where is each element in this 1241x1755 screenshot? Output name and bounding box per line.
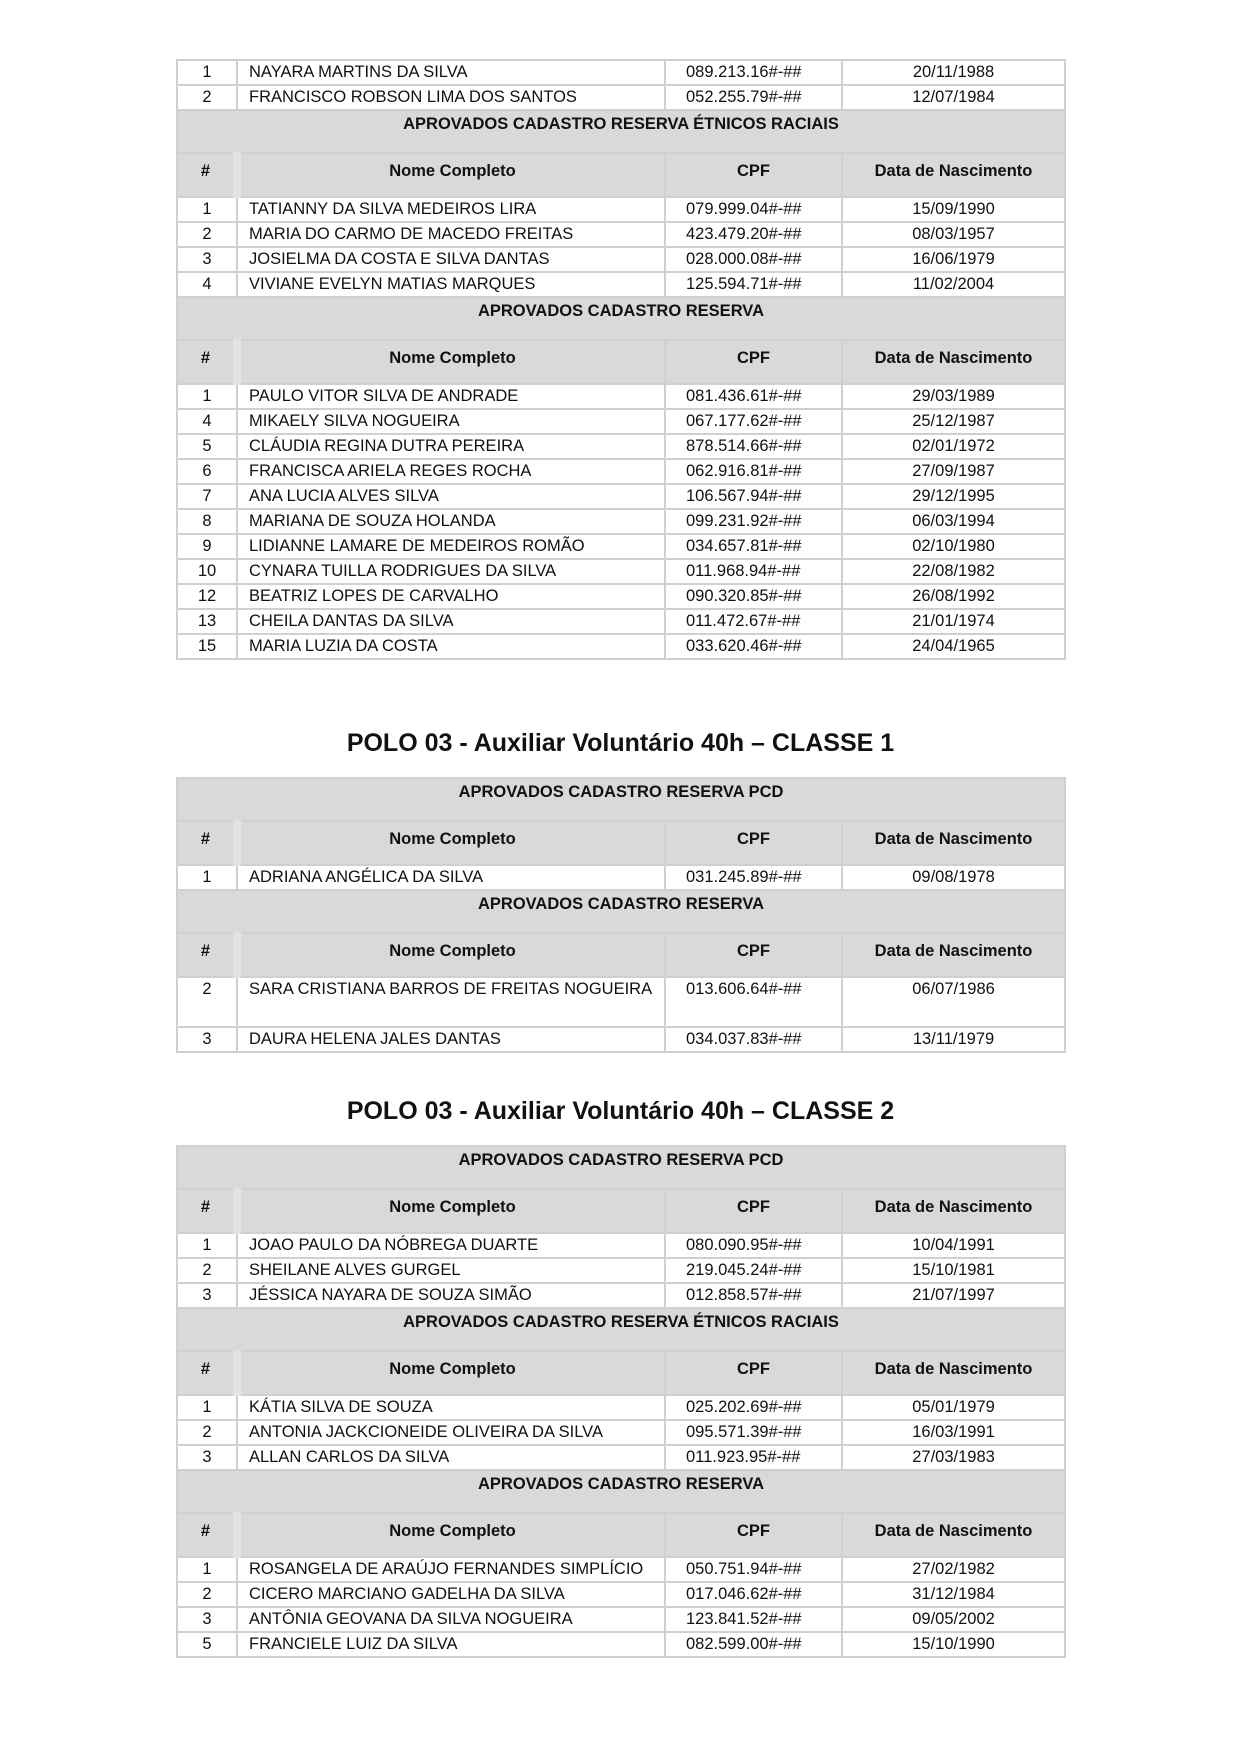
column-header-date: Data de Nascimento [842, 153, 1065, 197]
cpf-value: 099.231.92#-## [665, 509, 842, 534]
birth-date: 06/03/1994 [842, 509, 1065, 534]
column-header-cpf: CPF [665, 340, 842, 384]
full-name: VIVIANE EVELYN MATIAS MARQUES [237, 272, 665, 297]
full-name: ANA LUCIA ALVES SILVA [237, 484, 665, 509]
row-number: 9 [177, 534, 237, 559]
section-heading-classe-1: POLO 03 - Auxiliar Voluntário 40h – CLASSE 1 [346, 729, 895, 757]
full-name: CICERO MARCIANO GADELHA DA SILVA [237, 1582, 665, 1607]
full-name: TATIANNY DA SILVA MEDEIROS LIRA [237, 197, 665, 222]
cpf-value: 062.916.81#-## [665, 459, 842, 484]
column-header-cpf: CPF [665, 933, 842, 977]
cpf-value: 123.841.52#-## [665, 1607, 842, 1632]
column-header-date: Data de Nascimento [842, 933, 1065, 977]
cpf-value: 031.245.89#-## [665, 865, 842, 890]
full-name: ANTÔNIA GEOVANA DA SILVA NOGUEIRA [237, 1607, 665, 1632]
table-row [177, 609, 1065, 634]
table-row [177, 1607, 1065, 1632]
table-row [177, 1582, 1065, 1607]
category-band [177, 297, 1065, 340]
table-row [177, 977, 1065, 1027]
full-name: JÉSSICA NAYARA DE SOUZA SIMÃO [237, 1283, 665, 1308]
row-number: 2 [177, 85, 237, 110]
row-number: 1 [177, 865, 237, 890]
column-header-number: # [177, 1189, 237, 1233]
row-number: 1 [177, 384, 237, 409]
full-name: SHEILANE ALVES GURGEL [237, 1258, 665, 1283]
full-name: MIKAELY SILVA NOGUEIRA [237, 409, 665, 434]
birth-date: 02/01/1972 [842, 434, 1065, 459]
table-row [177, 434, 1065, 459]
row-number: 1 [177, 1233, 237, 1258]
category-title: APROVADOS CADASTRO RESERVA ÉTNICOS RACIAIS [177, 110, 1065, 153]
table-row [177, 1632, 1065, 1657]
full-name: BEATRIZ LOPES DE CARVALHO [237, 584, 665, 609]
cpf-value: 013.606.64#-## [665, 977, 842, 1027]
row-number: 2 [177, 222, 237, 247]
column-header-date: Data de Nascimento [842, 821, 1065, 865]
results-table-polo-continued [176, 59, 1066, 660]
column-header-row [177, 933, 1065, 977]
full-name: FRANCISCA ARIELA REGES ROCHA [237, 459, 665, 484]
birth-date: 15/10/1990 [842, 1632, 1065, 1657]
column-header-name: Nome Completo [237, 1513, 665, 1557]
category-title: APROVADOS CADASTRO RESERVA [177, 1470, 1065, 1513]
column-header-name: Nome Completo [237, 933, 665, 977]
full-name: NAYARA MARTINS DA SILVA [237, 60, 665, 85]
category-title: APROVADOS CADASTRO RESERVA PCD [177, 778, 1065, 821]
row-number: 8 [177, 509, 237, 534]
row-number: 1 [177, 197, 237, 222]
column-header-name: Nome Completo [237, 1351, 665, 1395]
cpf-value: 033.620.46#-## [665, 634, 842, 659]
row-number: 2 [177, 1258, 237, 1283]
column-header-row [177, 821, 1065, 865]
row-number: 13 [177, 609, 237, 634]
row-number: 3 [177, 1607, 237, 1632]
table-row [177, 634, 1065, 659]
cpf-value: 050.751.94#-## [665, 1557, 842, 1582]
category-band [177, 1308, 1065, 1351]
row-number: 1 [177, 1395, 237, 1420]
category-band [177, 890, 1065, 933]
row-number: 5 [177, 434, 237, 459]
cpf-value: 082.599.00#-## [665, 1632, 842, 1657]
table-row [177, 1027, 1065, 1052]
cpf-value: 028.000.08#-## [665, 247, 842, 272]
row-number: 5 [177, 1632, 237, 1657]
category-title: APROVADOS CADASTRO RESERVA [177, 890, 1065, 933]
birth-date: 27/02/1982 [842, 1557, 1065, 1582]
birth-date: 26/08/1992 [842, 584, 1065, 609]
column-header-date: Data de Nascimento [842, 1513, 1065, 1557]
birth-date: 29/03/1989 [842, 384, 1065, 409]
birth-date: 24/04/1965 [842, 634, 1065, 659]
full-name: KÁTIA SILVA DE SOUZA [237, 1395, 665, 1420]
table-row [177, 247, 1065, 272]
table-row [177, 60, 1065, 85]
row-number: 4 [177, 272, 237, 297]
column-header-cpf: CPF [665, 821, 842, 865]
table-row [177, 584, 1065, 609]
row-number: 10 [177, 559, 237, 584]
column-header-cpf: CPF [665, 153, 842, 197]
full-name: DAURA HELENA JALES DANTAS [237, 1027, 665, 1052]
birth-date: 05/01/1979 [842, 1395, 1065, 1420]
row-number: 3 [177, 247, 237, 272]
row-number: 7 [177, 484, 237, 509]
full-name: SARA CRISTIANA BARROS DE FREITAS NOGUEIRA [237, 977, 665, 1027]
cpf-value: 079.999.04#-## [665, 197, 842, 222]
cpf-value: 878.514.66#-## [665, 434, 842, 459]
row-number: 2 [177, 977, 237, 1027]
column-header-number: # [177, 1351, 237, 1395]
birth-date: 09/08/1978 [842, 865, 1065, 890]
full-name: CLÁUDIA REGINA DUTRA PEREIRA [237, 434, 665, 459]
table-row [177, 272, 1065, 297]
column-header-number: # [177, 153, 237, 197]
table-row [177, 459, 1065, 484]
cpf-value: 081.436.61#-## [665, 384, 842, 409]
full-name: FRANCISCO ROBSON LIMA DOS SANTOS [237, 85, 665, 110]
column-header-cpf: CPF [665, 1189, 842, 1233]
category-title: APROVADOS CADASTRO RESERVA [177, 297, 1065, 340]
cpf-value: 095.571.39#-## [665, 1420, 842, 1445]
birth-date: 06/07/1986 [842, 977, 1065, 1027]
cpf-value: 090.320.85#-## [665, 584, 842, 609]
table-row [177, 1395, 1065, 1420]
column-header-row [177, 340, 1065, 384]
row-number: 12 [177, 584, 237, 609]
birth-date: 20/11/1988 [842, 60, 1065, 85]
table-row [177, 1420, 1065, 1445]
column-header-name: Nome Completo [237, 1189, 665, 1233]
cpf-value: 052.255.79#-## [665, 85, 842, 110]
category-band [177, 1146, 1065, 1189]
table-row [177, 484, 1065, 509]
row-number: 15 [177, 634, 237, 659]
full-name: ANTONIA JACKCIONEIDE OLIVEIRA DA SILVA [237, 1420, 665, 1445]
birth-date: 02/10/1980 [842, 534, 1065, 559]
cpf-value: 011.923.95#-## [665, 1445, 842, 1470]
cpf-value: 067.177.62#-## [665, 409, 842, 434]
column-header-date: Data de Nascimento [842, 1351, 1065, 1395]
row-number: 3 [177, 1027, 237, 1052]
full-name: ROSANGELA DE ARAÚJO FERNANDES SIMPLÍCIO [237, 1557, 665, 1582]
column-header-number: # [177, 1513, 237, 1557]
table-row [177, 1258, 1065, 1283]
results-table-classe-1 [176, 777, 1066, 1053]
column-header-date: Data de Nascimento [842, 1189, 1065, 1233]
results-table-classe-2 [176, 1145, 1066, 1658]
category-band [177, 110, 1065, 153]
column-header-number: # [177, 340, 237, 384]
cpf-value: 012.858.57#-## [665, 1283, 842, 1308]
full-name: ADRIANA ANGÉLICA DA SILVA [237, 865, 665, 890]
cpf-value: 025.202.69#-## [665, 1395, 842, 1420]
birth-date: 09/05/2002 [842, 1607, 1065, 1632]
table-row [177, 222, 1065, 247]
column-header-name: Nome Completo [237, 153, 665, 197]
table-row [177, 1283, 1065, 1308]
cpf-value: 034.037.83#-## [665, 1027, 842, 1052]
cpf-value: 011.472.67#-## [665, 609, 842, 634]
birth-date: 21/01/1974 [842, 609, 1065, 634]
table-row [177, 1445, 1065, 1470]
cpf-value: 423.479.20#-## [665, 222, 842, 247]
cpf-value: 125.594.71#-## [665, 272, 842, 297]
row-number: 6 [177, 459, 237, 484]
birth-date: 16/03/1991 [842, 1420, 1065, 1445]
table-row [177, 534, 1065, 559]
column-header-row [177, 1513, 1065, 1557]
row-number: 4 [177, 409, 237, 434]
birth-date: 13/11/1979 [842, 1027, 1065, 1052]
full-name: CYNARA TUILLA RODRIGUES DA SILVA [237, 559, 665, 584]
category-title: APROVADOS CADASTRO RESERVA ÉTNICOS RACIAIS [177, 1308, 1065, 1351]
cpf-value: 089.213.16#-## [665, 60, 842, 85]
column-header-date: Data de Nascimento [842, 340, 1065, 384]
row-number: 2 [177, 1582, 237, 1607]
category-title: APROVADOS CADASTRO RESERVA PCD [177, 1146, 1065, 1189]
table-row [177, 559, 1065, 584]
full-name: CHEILA DANTAS DA SILVA [237, 609, 665, 634]
birth-date: 15/10/1981 [842, 1258, 1065, 1283]
birth-date: 21/07/1997 [842, 1283, 1065, 1308]
birth-date: 27/03/1983 [842, 1445, 1065, 1470]
column-header-cpf: CPF [665, 1351, 842, 1395]
birth-date: 08/03/1957 [842, 222, 1065, 247]
full-name: MARIA LUZIA DA COSTA [237, 634, 665, 659]
category-band [177, 778, 1065, 821]
row-number: 1 [177, 1557, 237, 1582]
birth-date: 16/06/1979 [842, 247, 1065, 272]
cpf-value: 106.567.94#-## [665, 484, 842, 509]
cpf-value: 011.968.94#-## [665, 559, 842, 584]
column-header-row [177, 153, 1065, 197]
table-row [177, 1233, 1065, 1258]
row-number: 3 [177, 1445, 237, 1470]
table-row [177, 384, 1065, 409]
row-number: 2 [177, 1420, 237, 1445]
birth-date: 10/04/1991 [842, 1233, 1065, 1258]
full-name: JOSIELMA DA COSTA E SILVA DANTAS [237, 247, 665, 272]
table-row [177, 509, 1065, 534]
section-heading-classe-2: POLO 03 - Auxiliar Voluntário 40h – CLASSE 2 [346, 1097, 895, 1125]
cpf-value: 080.090.95#-## [665, 1233, 842, 1258]
full-name: LIDIANNE LAMARE DE MEDEIROS ROMÃO [237, 534, 665, 559]
column-header-name: Nome Completo [237, 821, 665, 865]
birth-date: 31/12/1984 [842, 1582, 1065, 1607]
category-band [177, 1470, 1065, 1513]
birth-date: 27/09/1987 [842, 459, 1065, 484]
column-header-row [177, 1351, 1065, 1395]
full-name: FRANCIELE LUIZ DA SILVA [237, 1632, 665, 1657]
row-number: 1 [177, 60, 237, 85]
birth-date: 12/07/1984 [842, 85, 1065, 110]
birth-date: 29/12/1995 [842, 484, 1065, 509]
cpf-value: 034.657.81#-## [665, 534, 842, 559]
column-header-number: # [177, 933, 237, 977]
cpf-value: 219.045.24#-## [665, 1258, 842, 1283]
column-header-cpf: CPF [665, 1513, 842, 1557]
birth-date: 15/09/1990 [842, 197, 1065, 222]
cpf-value: 017.046.62#-## [665, 1582, 842, 1607]
table-row [177, 865, 1065, 890]
full-name: ALLAN CARLOS DA SILVA [237, 1445, 665, 1470]
full-name: PAULO VITOR SILVA DE ANDRADE [237, 384, 665, 409]
full-name: MARIA DO CARMO DE MACEDO FREITAS [237, 222, 665, 247]
birth-date: 11/02/2004 [842, 272, 1065, 297]
full-name: JOAO PAULO DA NÓBREGA DUARTE [237, 1233, 665, 1258]
full-name: MARIANA DE SOUZA HOLANDA [237, 509, 665, 534]
birth-date: 22/08/1982 [842, 559, 1065, 584]
table-row [177, 197, 1065, 222]
row-number: 3 [177, 1283, 237, 1308]
table-row [177, 1557, 1065, 1582]
birth-date: 25/12/1987 [842, 409, 1065, 434]
column-header-name: Nome Completo [237, 340, 665, 384]
column-header-number: # [177, 821, 237, 865]
table-row [177, 85, 1065, 110]
column-header-row [177, 1189, 1065, 1233]
table-row [177, 409, 1065, 434]
